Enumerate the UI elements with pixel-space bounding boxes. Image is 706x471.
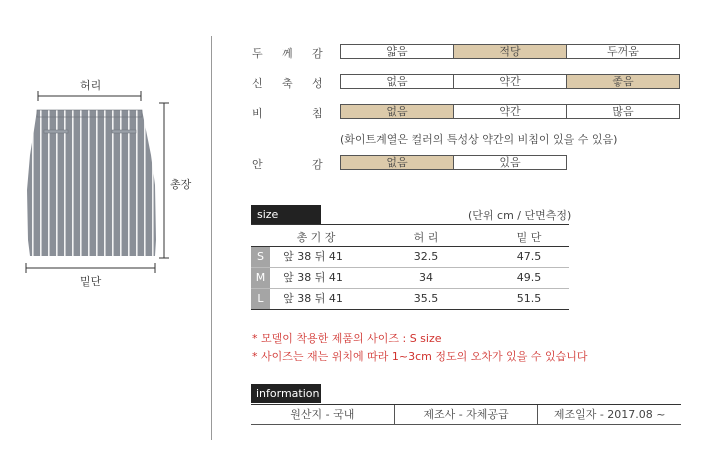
- cell-length: 앞 38 뒤 41: [283, 250, 343, 263]
- attr-char: 감: [312, 158, 323, 171]
- attr-char: 축: [282, 77, 293, 90]
- hem-label: 밑단: [80, 275, 102, 288]
- info-origin: 원산지 - 국내: [251, 405, 395, 424]
- cell-waist: 34: [419, 271, 433, 284]
- attr-char: 신: [252, 77, 263, 90]
- waist-label: 허리: [80, 79, 102, 92]
- option: 많음: [612, 105, 634, 118]
- option: 약간: [454, 105, 567, 118]
- attr-char: 께: [282, 47, 293, 60]
- attr-char: 비: [252, 107, 263, 120]
- attr-char: 침: [312, 107, 323, 120]
- option: 있음: [499, 156, 521, 169]
- cell-waist: 32.5: [413, 250, 439, 263]
- option: 없음: [341, 75, 454, 88]
- cell-hem: 51.5: [516, 292, 542, 305]
- length-label: 총장: [170, 178, 192, 191]
- cell-waist: 35.5: [413, 292, 439, 305]
- see-through-note: (화이트계열은 컬러의 특성상 약간의 비침이 있을 수 있음): [340, 133, 618, 146]
- skirt-illustration: [0, 0, 210, 300]
- cell-hem: 49.5: [516, 271, 542, 284]
- see-through-options: [340, 104, 680, 119]
- unit-note: (단위 cm / 단면측정): [468, 209, 572, 222]
- size-table-bottom-rule: [251, 309, 569, 310]
- cell-hem: 47.5: [516, 250, 542, 263]
- option-selected: 적당: [454, 45, 567, 58]
- info-manufacturer: 제조사 - 자체공급: [395, 405, 539, 424]
- cell-length: 앞 38 뒤 41: [283, 292, 343, 305]
- information-tab: information: [251, 384, 321, 403]
- elasticity-options: [340, 74, 680, 89]
- attr-char: 감: [312, 47, 323, 60]
- model-size-note: * 모델이 착용한 제품의 사이즈 : S size: [252, 332, 442, 345]
- attr-char: 안: [252, 158, 263, 171]
- header-waist: 허 리: [413, 231, 439, 244]
- size-tab: size: [251, 205, 321, 224]
- information-table: [251, 404, 681, 425]
- option: 두꺼움: [607, 45, 639, 58]
- option: 약간: [454, 75, 567, 88]
- lining-options: [340, 155, 567, 170]
- size-table-top-rule: [251, 224, 569, 225]
- option-selected: 좋음: [567, 75, 679, 88]
- option: 얇음: [341, 45, 454, 58]
- option-selected: 없음: [341, 156, 454, 169]
- info-manufacture-date: 제조일자 - 2017.08 ~: [553, 408, 666, 421]
- thickness-options: [340, 44, 680, 59]
- size-label-m: M: [251, 268, 270, 288]
- vertical-divider: [211, 36, 212, 440]
- skirt-drawing: [0, 0, 210, 300]
- header-hem: 밑 단: [516, 231, 542, 244]
- option-selected: 없음: [341, 105, 454, 118]
- attr-char: 두: [252, 47, 263, 60]
- attr-char: 성: [312, 77, 323, 90]
- size-label-s: S: [251, 247, 270, 267]
- tolerance-note: * 사이즈는 재는 위치에 따라 1~3cm 정도의 오차가 있을 수 있습니다: [252, 350, 588, 363]
- size-label-l: L: [251, 289, 270, 309]
- cell-length: 앞 38 뒤 41: [283, 271, 343, 284]
- header-length: 총 기 장: [296, 231, 336, 244]
